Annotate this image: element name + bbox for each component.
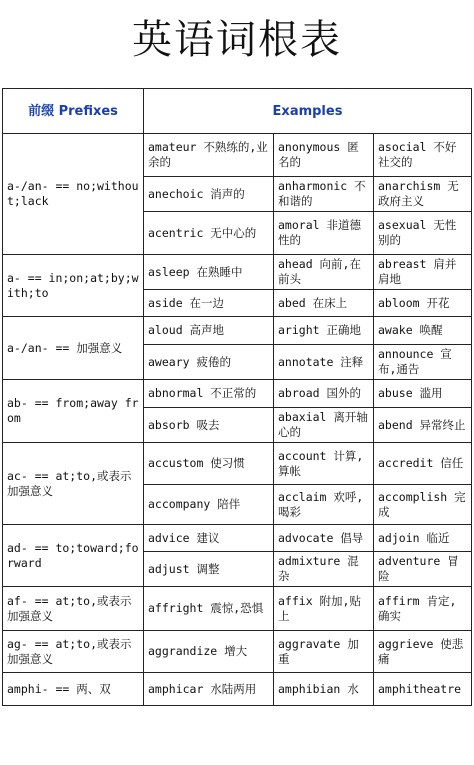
table-row [3, 380, 472, 408]
example-cell: affright 震惊,恐惧 [144, 587, 274, 631]
example-cell: acentric 无中心的 [144, 212, 274, 255]
example-cell: asleep 在熟睡中 [144, 255, 274, 290]
table-row [3, 673, 472, 706]
example-cell: abreast 肩并肩地 [374, 255, 472, 290]
example-cell: annotate 注释 [274, 345, 374, 380]
table-row [3, 443, 472, 485]
example-cell: adventure 冒险 [374, 552, 472, 587]
example-cell: anonymous 匿名的 [274, 134, 374, 177]
table-row [3, 255, 472, 290]
word-root-table [2, 88, 472, 706]
example-cell: abed 在床上 [274, 290, 374, 317]
table-row [3, 631, 472, 673]
examples-column-header: Examples [144, 89, 472, 134]
example-cell: acclaim 欢呼,喝彩 [274, 485, 374, 525]
example-cell: amateur 不熟练的,业余的 [144, 134, 274, 177]
example-cell: awake 唤醒 [374, 317, 472, 345]
example-cell: aggravate 加重 [274, 631, 374, 673]
example-cell: affirm 肯定,确实 [374, 587, 472, 631]
example-cell: absorb 吸去 [144, 408, 274, 443]
example-cell: anarchism 无政府主义 [374, 177, 472, 212]
prefix-cell: amphi- == 两、双 [3, 673, 144, 706]
example-cell: adjust 调整 [144, 552, 274, 587]
example-cell: aloud 高声地 [144, 317, 274, 345]
example-cell: accompany 陪伴 [144, 485, 274, 525]
example-cell: accredit 信任 [374, 443, 472, 485]
example-cell: ahead 向前,在前头 [274, 255, 374, 290]
prefix-cell: ag- == at;to,或表示加强意义 [3, 631, 144, 673]
example-cell: aweary 疲倦的 [144, 345, 274, 380]
prefix-cell: ab- == from;away from [3, 380, 144, 443]
prefix-cell: a-/an- == 加强意义 [3, 317, 144, 380]
example-cell: accomplish 完成 [374, 485, 472, 525]
prefix-cell: ac- == at;to,或表示加强意义 [3, 443, 144, 525]
example-cell: abaxial 离开轴心的 [274, 408, 374, 443]
table-header-row [3, 89, 472, 134]
page-title: 英语词根表 [132, 17, 342, 63]
example-cell: abend 异常终止 [374, 408, 472, 443]
example-cell: asexual 无性别的 [374, 212, 472, 255]
example-cell: aright 正确地 [274, 317, 374, 345]
example-cell: amphicar 水陆两用 [144, 673, 274, 706]
prefix-column-header: 前缀 Prefixes [3, 89, 144, 134]
example-cell: amphibian 水 [274, 673, 374, 706]
example-cell: amoral 非道德性的 [274, 212, 374, 255]
example-cell: adjoin 临近 [374, 525, 472, 552]
prefix-cell: af- == at;to,或表示加强意义 [3, 587, 144, 631]
table-row [3, 525, 472, 552]
example-cell: announce 宣布,通告 [374, 345, 472, 380]
example-cell: abuse 滥用 [374, 380, 472, 408]
prefix-cell: a-/an- == no;without;lack [3, 134, 144, 255]
example-cell: anechoic 消声的 [144, 177, 274, 212]
prefix-cell: a- == in;on;at;by;with;to [3, 255, 144, 317]
example-cell: account 计算,算帐 [274, 443, 374, 485]
example-cell: aggrieve 使悲痛 [374, 631, 472, 673]
example-cell: asocial 不好社交的 [374, 134, 472, 177]
example-cell: advocate 倡导 [274, 525, 374, 552]
example-cell: amphitheatre [374, 673, 472, 706]
example-cell: abloom 开花 [374, 290, 472, 317]
prefix-cell: ad- == to;toward;forward [3, 525, 144, 587]
table-row [3, 134, 472, 177]
example-cell: abroad 国外的 [274, 380, 374, 408]
table-row [3, 317, 472, 345]
example-cell: affix 附加,贴上 [274, 587, 374, 631]
example-cell: aggrandize 增大 [144, 631, 274, 673]
example-cell: anharmonic 不和谐的 [274, 177, 374, 212]
example-cell: abnormal 不正常的 [144, 380, 274, 408]
example-cell: admixture 混杂 [274, 552, 374, 587]
example-cell: advice 建议 [144, 525, 274, 552]
example-cell: aside 在一边 [144, 290, 274, 317]
table-row [3, 587, 472, 631]
example-cell: accustom 使习惯 [144, 443, 274, 485]
